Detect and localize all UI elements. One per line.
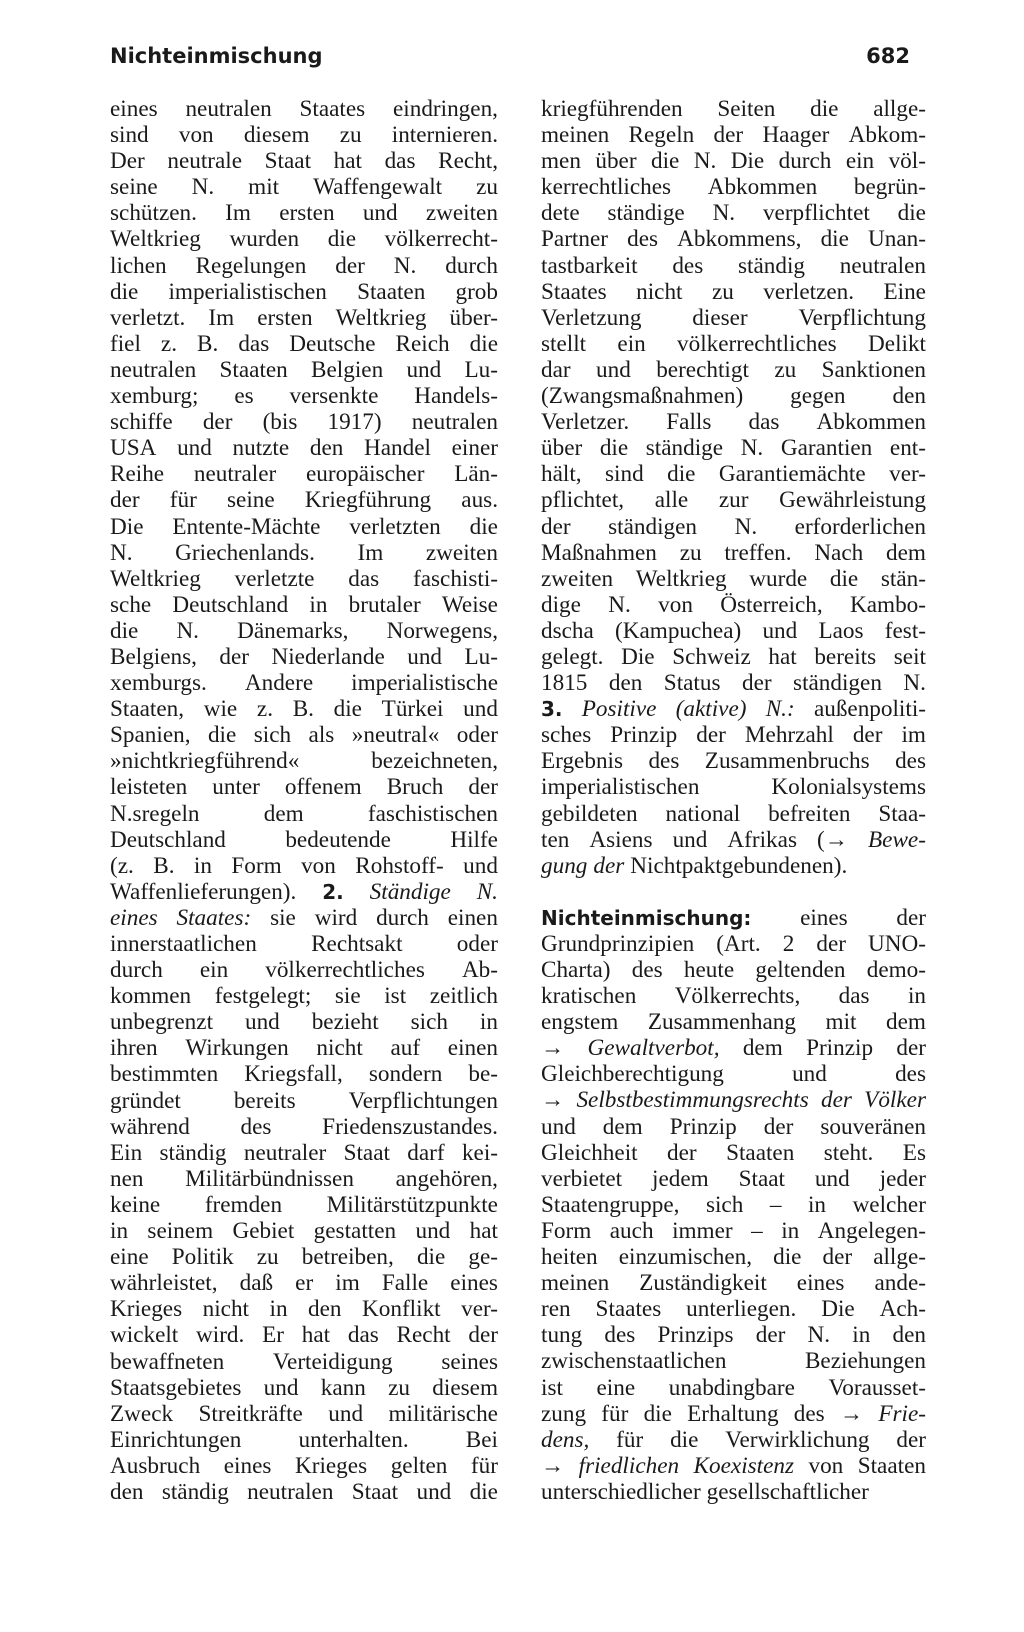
- text-line: Gleichberechtigung und des: [541, 1061, 926, 1088]
- text-line: zwischenstaatlichen Beziehungen: [541, 1348, 926, 1375]
- text-line: 1815 den Status der ständigen N.: [541, 670, 926, 697]
- text-line: dige N. von Österreich, Kambo-: [541, 591, 926, 618]
- text-line: Deutschland bedeutende Hilfe: [110, 826, 498, 853]
- text-line: »nichtkriegführend« bezeichneten,: [110, 748, 498, 775]
- text-line: neutralen Staaten Belgien und Lu-: [110, 356, 498, 383]
- text-line: Reihe neutraler europäischer Län-: [110, 461, 498, 488]
- text-line: → friedlichen Koexistenz von Staaten: [541, 1452, 926, 1479]
- text-line: bestimmten Kriegsfall, sondern be-: [110, 1061, 498, 1088]
- text-line: leisteten unter offenem Bruch der: [110, 774, 498, 801]
- text-line: Der neutrale Staat hat das Recht,: [110, 148, 498, 175]
- text-line: Maßnahmen zu treffen. Nach dem: [541, 539, 926, 566]
- text-line: men über die N. Die durch ein völ-: [541, 148, 926, 175]
- text-line: während des Friedenszustandes.: [110, 1113, 498, 1140]
- text-line: N.sregeln dem faschistischen: [110, 800, 498, 827]
- text-line: in seinem Gebiet gestatten und hat: [110, 1218, 498, 1245]
- text-line: eine Politik zu betreiben, die ge-: [110, 1244, 498, 1271]
- text-line: Weltkrieg verletzte das faschisti-: [110, 565, 498, 592]
- text-line: zweiten Weltkrieg wurde die stän-: [541, 565, 926, 592]
- text-line: schützen. Im ersten und zweiten: [110, 200, 498, 227]
- page-header: [110, 44, 910, 74]
- running-title: Nichteinmischung: [110, 44, 323, 68]
- text-line: ihren Wirkungen nicht auf einen: [110, 1035, 498, 1062]
- left-text-column: [110, 96, 498, 1505]
- text-line: eines neutralen Staates eindringen,: [110, 96, 498, 122]
- text-line: der für seine Kriegführung aus.: [110, 487, 498, 514]
- text-line: Zweck Streitkräfte und militärische: [110, 1400, 498, 1427]
- text-line: Staaten, wie z. B. die Türkei und: [110, 696, 498, 723]
- text-line: durch ein völkerrechtliches Ab-: [110, 957, 498, 984]
- text-line: → Gewaltverbot, dem Prinzip der: [541, 1035, 926, 1062]
- text-line: hält, sind die Garantiemächte ver-: [541, 461, 926, 488]
- text-line: Staatengruppe, sich – in welcher: [541, 1191, 926, 1218]
- text-line: dens, für die Verwirklichung der: [541, 1426, 926, 1453]
- text-line: sches Prinzip der Mehrzahl der im: [541, 722, 926, 749]
- text-line: dar und berechtigt zu Sanktionen: [541, 356, 926, 383]
- text-line: (Zwangsmaßnahmen) gegen den: [541, 383, 926, 410]
- text-line: engstem Zusammenhang mit dem: [541, 1009, 926, 1036]
- text-line: 3. Positive (aktive) N.: außenpoliti-: [541, 696, 926, 723]
- text-line: ren Staates unterliegen. Die Ach-: [541, 1296, 926, 1323]
- text-line: bewaffneten Verteidigung seines: [110, 1348, 498, 1375]
- text-line: gung der Nichtpaktgebundenen).: [541, 852, 848, 879]
- text-line: Ausbruch eines Krieges gelten für: [110, 1452, 498, 1479]
- text-line: sche Deutschland in brutaler Weise: [110, 591, 498, 618]
- text-line: eines Staates: sie wird durch einen: [110, 904, 498, 931]
- text-line: sind von diesem zu internieren.: [110, 122, 498, 149]
- text-line: Belgiens, der Niederlande und Lu-: [110, 643, 498, 670]
- text-line: keine fremden Militärstützpunkte: [110, 1191, 498, 1218]
- text-line: Staatsgebietes und kann zu diesem: [110, 1374, 498, 1401]
- text-line: meinen Regeln der Haager Abkom-: [541, 122, 926, 149]
- text-line: ten Asiens und Afrikas (→ Bewe-: [541, 826, 926, 853]
- text-line: zung für die Erhaltung des → Frie-: [541, 1400, 926, 1427]
- text-line: Einrichtungen unterhalten. Bei: [110, 1426, 498, 1453]
- right-text-column: [541, 96, 926, 1505]
- text-line: Ergebnis des Zusammenbruchs des: [541, 748, 926, 775]
- text-line: dete ständige N. verpflichtet die: [541, 200, 926, 227]
- text-line: den ständig neutralen Staat und die: [110, 1478, 498, 1505]
- text-line: kriegführenden Seiten die allge-: [541, 96, 926, 122]
- text-line: über die ständige N. Garantien ent-: [541, 435, 926, 462]
- text-line: unterschiedlicher gesellschaftlicher: [541, 1478, 869, 1505]
- text-line: wickelt wird. Er hat das Recht der: [110, 1322, 498, 1349]
- text-line: tastbarkeit des ständig neutralen: [541, 252, 926, 279]
- text-line: Krieges nicht in den Konflikt ver-: [110, 1296, 498, 1323]
- text-line: N. Griechenlands. Im zweiten: [110, 539, 498, 566]
- text-line: lichen Regelungen der N. durch: [110, 252, 498, 279]
- text-line: Verletzer. Falls das Abkommen: [541, 409, 926, 436]
- text-line: währleistet, daß er im Falle eines: [110, 1270, 498, 1297]
- text-line: und dem Prinzip der souveränen: [541, 1113, 926, 1140]
- text-line: xemburg; es versenkte Handels-: [110, 383, 498, 410]
- text-line: meinen Zuständigkeit eines ande-: [541, 1270, 926, 1297]
- text-line: Spanien, die sich als »neutral« oder: [110, 722, 498, 749]
- text-line: nen Militärbündnissen angehören,: [110, 1165, 498, 1192]
- text-line: unbegrenzt und bezieht sich in: [110, 1009, 498, 1036]
- text-line: ist eine unabdingbare Vorausset-: [541, 1374, 926, 1401]
- text-line: Verletzung dieser Verpflichtung: [541, 304, 926, 331]
- text-line: verletzt. Im ersten Weltkrieg über-: [110, 304, 498, 331]
- text-line: imperialistischen Kolonialsystems: [541, 774, 926, 801]
- text-line: Partner des Abkommens, die Unan-: [541, 226, 926, 253]
- text-line: Grundprinzipien (Art. 2 der UNO-: [541, 930, 926, 957]
- text-line: Waffenlieferungen). 2. Ständige N.: [110, 878, 498, 905]
- text-line: heiten einzumischen, die der allge-: [541, 1244, 926, 1271]
- text-line: kommen festgelegt; sie ist zeitlich: [110, 983, 498, 1010]
- text-line: gebildeten national befreiten Staa-: [541, 800, 926, 827]
- text-line: Staates nicht zu verletzen. Eine: [541, 278, 926, 305]
- text-line: pflichtet, alle zur Gewährleistung: [541, 487, 926, 514]
- text-line: tung des Prinzips der N. in den: [541, 1322, 926, 1349]
- text-line: gelegt. Die Schweiz hat bereits seit: [541, 643, 926, 670]
- text-line: der ständigen N. erforderlichen: [541, 513, 926, 540]
- text-line: xemburgs. Andere imperialistische: [110, 670, 498, 697]
- text-line: gründet bereits Verpflichtungen: [110, 1087, 498, 1114]
- text-line: Die Entente-Mächte verletzten die: [110, 513, 498, 540]
- text-line: dscha (Kampuchea) und Laos fest-: [541, 617, 926, 644]
- text-line: verbietet jedem Staat und jeder: [541, 1165, 926, 1192]
- text-line: kratischen Völkerrechts, das in: [541, 983, 926, 1010]
- text-line: Form auch immer – in Angelegen-: [541, 1217, 926, 1244]
- text-line: Ein ständig neutraler Staat darf kei-: [110, 1139, 498, 1166]
- text-line: [541, 879, 926, 905]
- text-line: → Selbstbestimmungsrechts der Völker: [541, 1087, 926, 1114]
- text-line: seine N. mit Waffengewalt zu: [110, 174, 498, 201]
- text-line: Gleichheit der Staaten steht. Es: [541, 1139, 926, 1166]
- text-line: USA und nutzte den Handel einer: [110, 435, 498, 462]
- text-line: (z. B. in Form von Rohstoff- und: [110, 852, 498, 879]
- text-line: stellt ein völkerrechtliches Delikt: [541, 330, 926, 357]
- text-line: innerstaatlichen Rechtsakt oder: [110, 931, 498, 957]
- text-line: Weltkrieg wurden die völkerrecht-: [110, 226, 498, 253]
- text-line: die imperialistischen Staaten grob: [110, 278, 498, 305]
- text-line: kerrechtliches Abkommen begrün-: [541, 174, 926, 201]
- text-line: schiffe der (bis 1917) neutralen: [110, 409, 498, 436]
- text-line: Charta) des heute geltenden demo-: [541, 957, 926, 983]
- text-line: Nichteinmischung: eines der: [541, 904, 926, 931]
- text-line: die N. Dänemarks, Norwegens,: [110, 617, 498, 644]
- page-number: 682: [866, 44, 910, 68]
- text-line: fiel z. B. das Deutsche Reich die: [110, 330, 498, 357]
